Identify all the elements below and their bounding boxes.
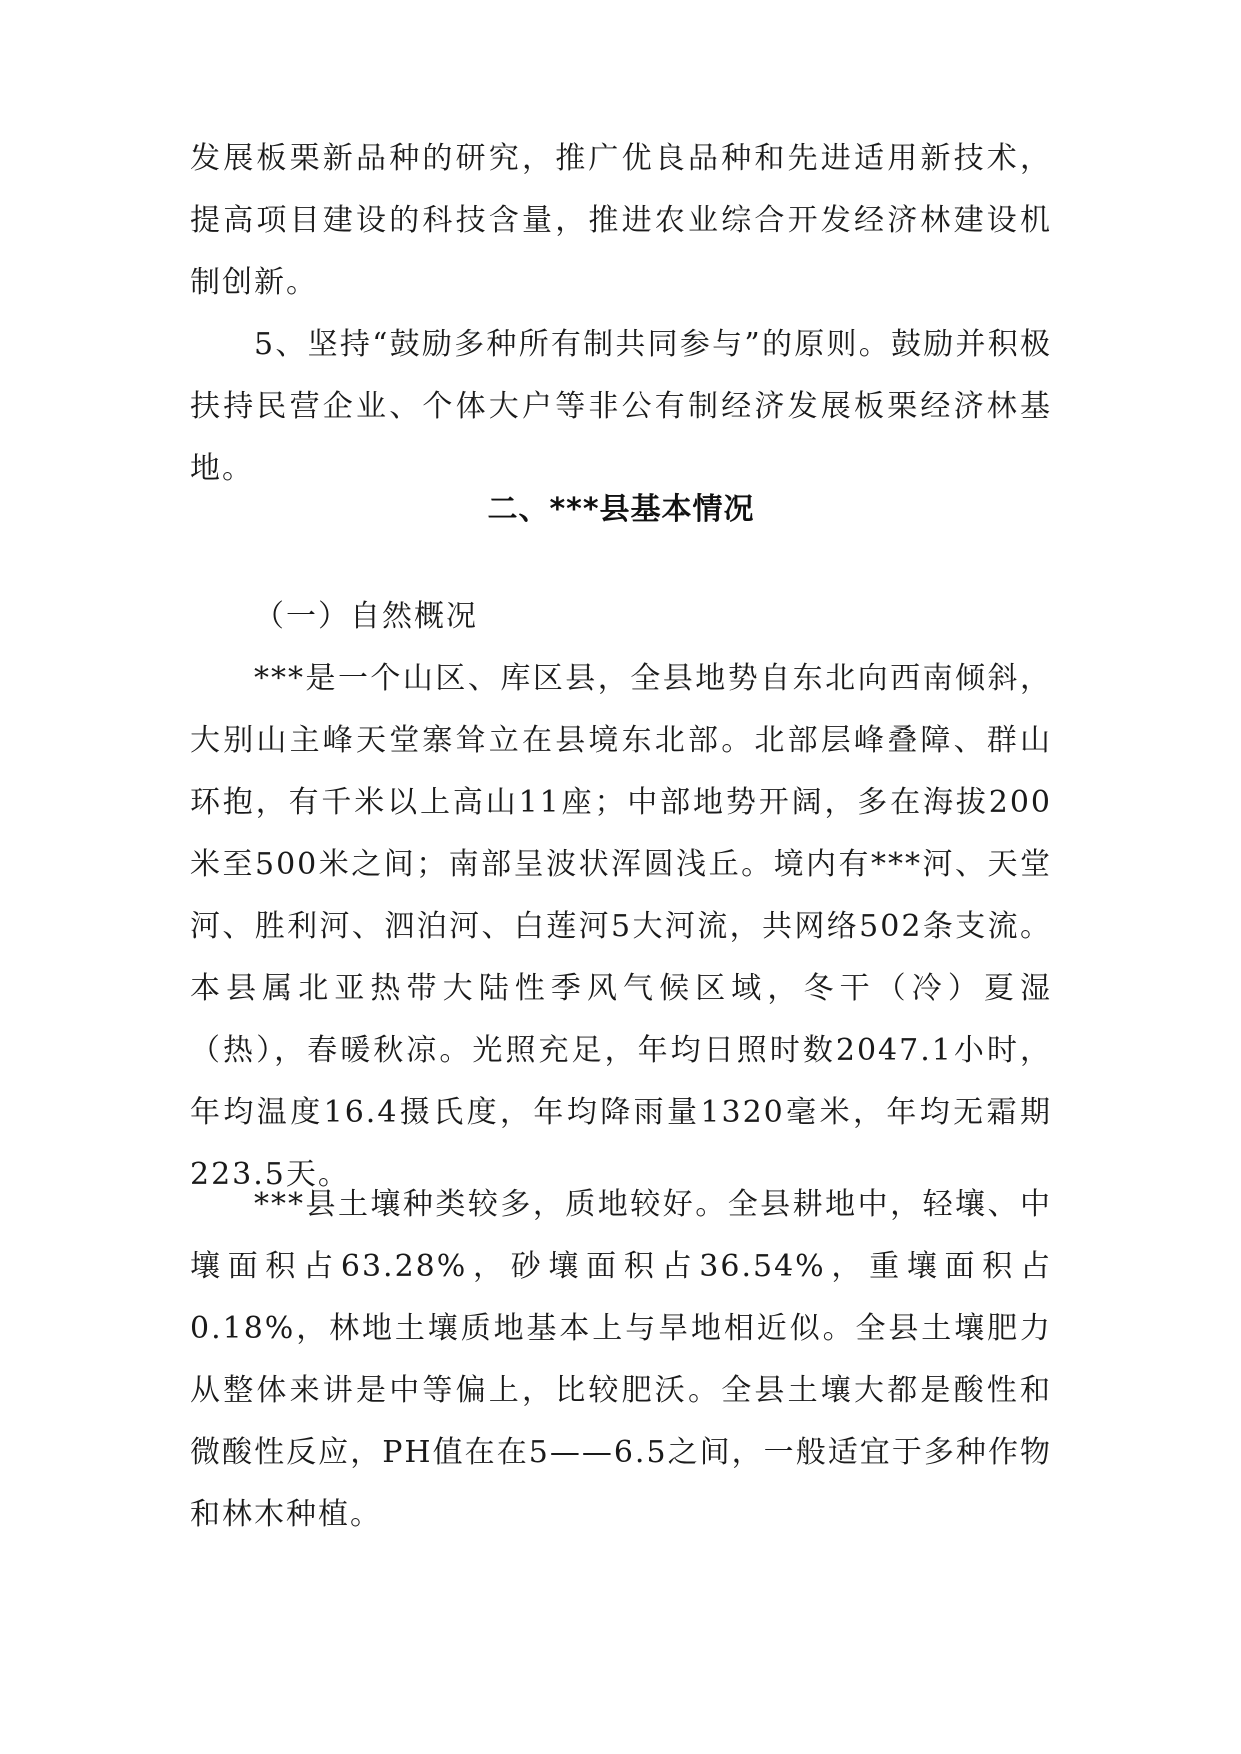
subsection-heading: （一）自然概况 <box>254 599 478 634</box>
paragraph-continuation: 发展板栗新品种的研究，推广优良品种和先进适用新技术，提高项目建设的科技含量，推进农业综合开发经济林建设机制创新。 <box>190 141 1052 300</box>
paragraph-soil: ***县土壤种类较多，质地较好。全县耕地中，轻壤、中壤面积占63.28%，砂壤面积占36.54%，重壤面积占0.18%，林地土壤质地基本上与旱地相近似。全县土壤肥力从整体来讲是中等偏上，比较肥沃。全县土壤大都是酸性和微酸性反应，PH值在在5——6.5之间，一般适宜于多种作物和林木种植。 <box>190 1187 1052 1532</box>
paragraph-principle-5: 5、坚持“鼓励多种所有制共同参与”的原则。鼓励并积极扶持民营企业、个体大户等非公有制经济发展板栗经济林基地。 <box>190 327 1052 486</box>
paragraph-natural-overview: ***是一个山区、库区县，全县地势自东北向西南倾斜，大别山主峰天堂寨耸立在县境东北部。北部层峰叠障、群山环抱，有千米以上高山11座；中部地势开阔，多在海拔200米至500米之间；南部呈波状浑圆浅丘。境内有***河、天堂河、胜利河、泗泊河、白莲河5大河流，共网络502条支流。本县属北亚热带大陆性季风气候区域，冬干（冷）夏湿（热），春暖秋凉。光照充足，年均日照时数2047.1小时，年均温度16.4摄氏度，年均降雨量1320毫米，年均无霜期223.5天。 <box>190 661 1052 1192</box>
section-heading: 二、***县基本情况 <box>487 492 755 527</box>
